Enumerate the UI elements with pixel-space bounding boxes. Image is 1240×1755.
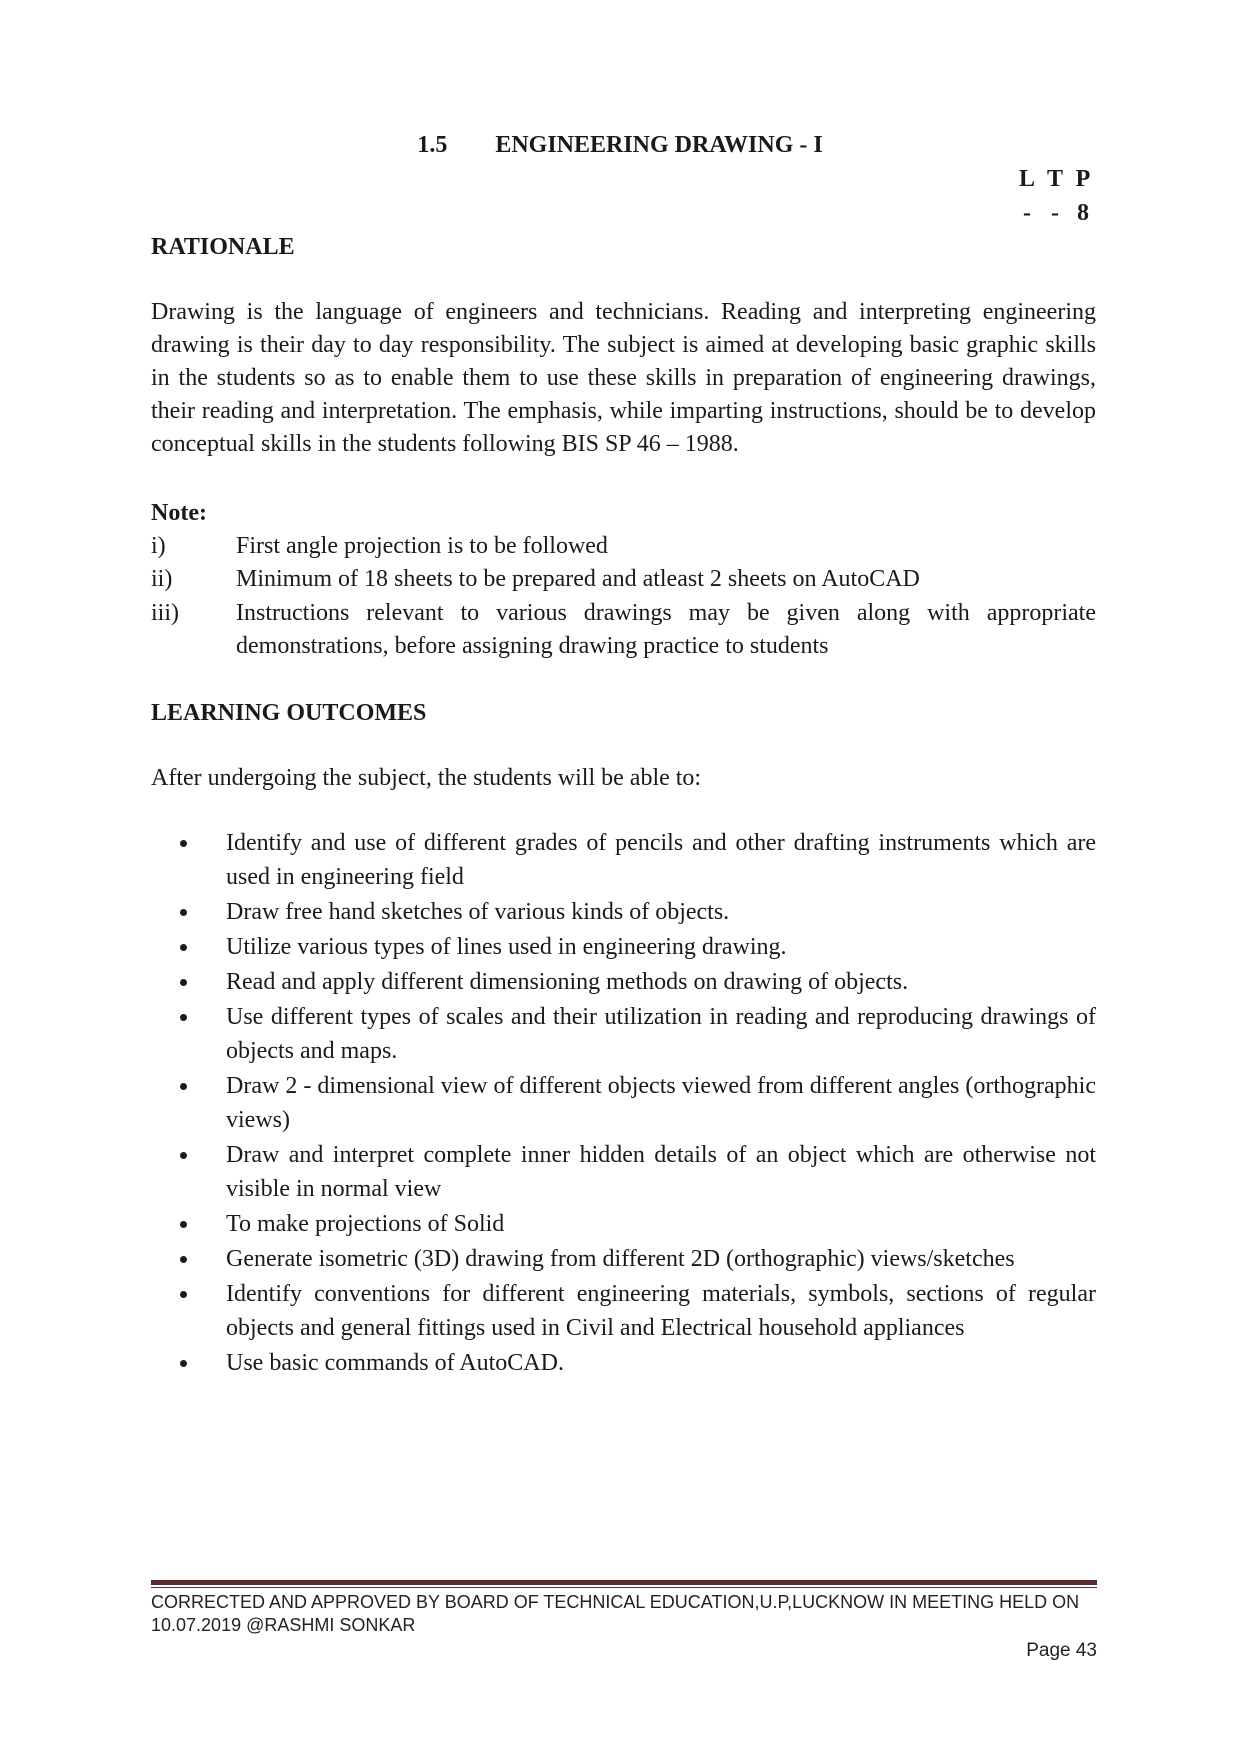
note-item — [151, 597, 1096, 663]
list-item — [172, 1000, 1096, 1068]
outcome-text: Generate isometric (3D) drawing from different 2D (orthographic) views/sketches — [226, 1246, 1015, 1272]
ltp-label-t: T — [1046, 166, 1065, 192]
note-number: ii) — [151, 566, 173, 592]
note-number: iii) — [151, 600, 179, 626]
bullet-icon — [180, 1291, 187, 1298]
learning-outcomes-intro: After undergoing the subject, the students will be able to: — [151, 765, 702, 791]
bullet-icon — [180, 1152, 187, 1159]
bullet-icon — [180, 979, 187, 986]
list-item — [172, 1277, 1096, 1345]
ltp-values — [1014, 200, 1098, 227]
note-number: i) — [151, 533, 166, 559]
list-item — [172, 1069, 1096, 1137]
outcome-text: Draw free hand sketches of various kinds of objects. — [226, 899, 730, 925]
ltp-label-l: L — [1018, 166, 1037, 192]
bullet-icon — [180, 944, 187, 951]
bullet-icon — [180, 840, 187, 847]
outcome-text: Read and apply different dimensioning methods on drawing of objects. — [226, 969, 909, 995]
list-item — [172, 1138, 1096, 1206]
section-number: 1.5 — [417, 132, 448, 158]
ltp-value-l: - — [1023, 200, 1033, 226]
rationale-text: Drawing is the language of engineers and technicians. Reading and interpreting engineering drawing is their day to day responsibility. The subject is aimed at developing basic graphic skills in the students so as to enable them to use these skills in preparation of engineering drawings, their reading and interpretation. The emphasis, while imparting instructions, should be to develop conceptual skills in the students following BIS SP 46 – 1988. — [151, 299, 1096, 457]
bullet-icon — [180, 1360, 187, 1367]
note-text: Instructions relevant to various drawings may be given along with appropriate demonstrations, before assigning drawing practice to students — [236, 600, 1096, 659]
outcome-text: Identify and use of different grades of pencils and other drafting instruments which are used in engineering field — [226, 830, 1096, 890]
outcome-text: To make projections of Solid — [226, 1211, 505, 1237]
learning-outcomes-list — [172, 826, 1096, 1381]
footer-approval-text: CORRECTED AND APPROVED BY BOARD OF TECHNICAL EDUCATION,U.P,LUCKNOW IN MEETING HELD ON 10.07.2019 @RASHMI SONKAR — [151, 1592, 1080, 1635]
bullet-icon — [180, 1083, 187, 1090]
outcome-text: Use different types of scales and their utilization in reading and reproducing drawings of objects and maps. — [226, 1004, 1096, 1064]
list-item — [172, 930, 1096, 964]
outcome-text: Draw and interpret complete inner hidden details of an object which are otherwise not visible in normal view — [226, 1142, 1096, 1202]
page-title — [0, 132, 1240, 159]
ltp-value-p: 8 — [1077, 200, 1091, 226]
note-item — [151, 530, 1096, 563]
outcome-text: Identify conventions for different engineering materials, symbols, sections of regular objects and general fittings used in Civil and Electrical household appliances — [226, 1281, 1096, 1341]
note-text: First angle projection is to be followed — [236, 533, 608, 559]
ltp-labels — [1014, 166, 1098, 193]
list-item — [172, 1346, 1096, 1380]
bullet-icon — [180, 1014, 187, 1021]
footer-divider-thick — [151, 1580, 1097, 1585]
bullet-icon — [180, 1221, 187, 1228]
footer-divider-thin — [151, 1587, 1097, 1588]
list-item — [172, 965, 1096, 999]
list-item — [172, 1207, 1096, 1241]
bullet-icon — [180, 909, 187, 916]
bullet-icon — [180, 1256, 187, 1263]
ltp-value-t: - — [1051, 200, 1061, 226]
learning-outcomes-heading: LEARNING OUTCOMES — [151, 700, 427, 726]
subject-title: ENGINEERING DRAWING - I — [495, 132, 823, 158]
note-heading: Note: — [151, 500, 207, 526]
note-item — [151, 563, 1096, 596]
rationale-heading: RATIONALE — [151, 234, 295, 260]
list-item — [172, 826, 1096, 894]
outcome-text: Use basic commands of AutoCAD. — [226, 1350, 564, 1376]
list-item — [172, 1242, 1096, 1276]
page-number: Page 43 — [1026, 1640, 1097, 1661]
ltp-label-p: P — [1075, 166, 1093, 192]
list-item — [172, 895, 1096, 929]
outcome-text: Utilize various types of lines used in engineering drawing. — [226, 934, 787, 960]
note-text: Minimum of 18 sheets to be prepared and atleast 2 sheets on AutoCAD — [236, 566, 920, 592]
outcome-text: Draw 2 - dimensional view of different objects viewed from different angles (orthographic views) — [226, 1073, 1096, 1133]
